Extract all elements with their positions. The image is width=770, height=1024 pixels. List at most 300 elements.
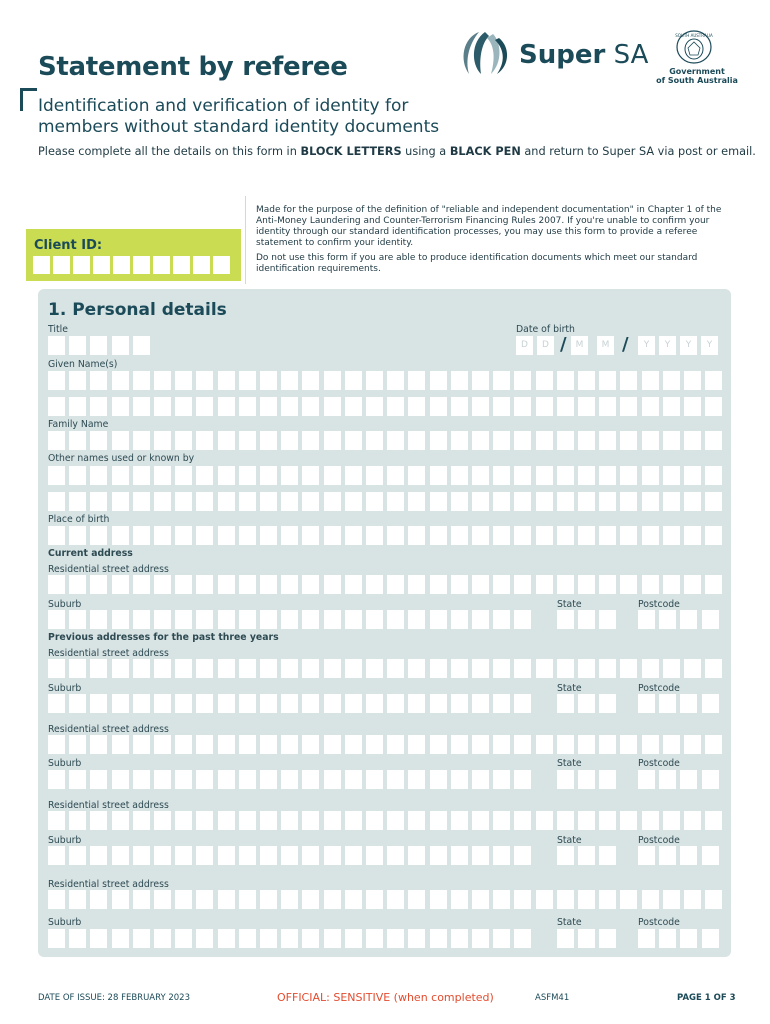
letter-cell[interactable] (48, 735, 65, 754)
letter-cell[interactable] (578, 492, 595, 511)
postcode-cell[interactable] (680, 610, 697, 629)
letter-cell[interactable] (175, 526, 192, 545)
letter-cell[interactable] (196, 397, 213, 416)
suburb-cell[interactable] (366, 770, 383, 789)
suburb-cell[interactable] (196, 770, 213, 789)
letter-cell[interactable] (196, 526, 213, 545)
suburb-cell[interactable] (90, 929, 107, 948)
state-cell[interactable] (599, 610, 616, 629)
letter-cell[interactable] (48, 466, 65, 485)
client-id-cell[interactable] (213, 256, 230, 274)
letter-cell[interactable] (642, 466, 659, 485)
letter-cell[interactable] (112, 811, 129, 830)
suburb-cell[interactable] (175, 694, 192, 713)
suburb-cell[interactable] (69, 929, 86, 948)
suburb-cell[interactable] (302, 610, 319, 629)
letter-cell[interactable] (154, 397, 171, 416)
suburb-cell[interactable] (133, 770, 150, 789)
postcode-cell[interactable] (680, 846, 697, 865)
letter-cell[interactable] (684, 575, 701, 594)
letter-cell[interactable] (493, 735, 510, 754)
letter-cell[interactable] (663, 371, 680, 390)
letter-cell[interactable] (239, 431, 256, 450)
suburb-cell[interactable] (430, 929, 447, 948)
letter-cell[interactable] (620, 371, 637, 390)
suburb-cell[interactable] (175, 610, 192, 629)
suburb-cell[interactable] (133, 846, 150, 865)
suburb-cell[interactable] (260, 770, 277, 789)
letter-cell[interactable] (281, 811, 298, 830)
date-of-birth-cell[interactable]: Y (701, 336, 718, 355)
suburb-cell[interactable] (514, 694, 531, 713)
letter-cell[interactable] (133, 659, 150, 678)
letter-cell[interactable] (302, 575, 319, 594)
letter-cell[interactable] (663, 735, 680, 754)
suburb-cell[interactable] (472, 610, 489, 629)
letter-cell[interactable] (366, 659, 383, 678)
letter-cell[interactable] (599, 735, 616, 754)
letter-cell[interactable] (514, 735, 531, 754)
letter-cell[interactable] (472, 431, 489, 450)
letter-cell[interactable] (260, 466, 277, 485)
state-cell[interactable] (599, 770, 616, 789)
state-cell[interactable] (557, 846, 574, 865)
suburb-cell[interactable] (133, 694, 150, 713)
letter-cell[interactable] (408, 735, 425, 754)
letter-cell[interactable] (324, 466, 341, 485)
letter-cell[interactable] (472, 492, 489, 511)
suburb-cell[interactable] (48, 694, 65, 713)
letter-cell[interactable] (154, 659, 171, 678)
postcode-cell[interactable] (702, 846, 719, 865)
letter-cell[interactable] (239, 659, 256, 678)
postcode-cell[interactable] (638, 610, 655, 629)
letter-cell[interactable] (578, 371, 595, 390)
suburb-cell[interactable] (281, 610, 298, 629)
letter-cell[interactable] (472, 735, 489, 754)
letter-cell[interactable] (366, 735, 383, 754)
letter-cell[interactable] (281, 492, 298, 511)
letter-cell[interactable] (599, 492, 616, 511)
letter-cell[interactable] (705, 466, 722, 485)
letter-cell[interactable] (493, 397, 510, 416)
letter-cell[interactable] (408, 371, 425, 390)
letter-cell[interactable] (69, 526, 86, 545)
letter-cell[interactable] (472, 890, 489, 909)
suburb-cell[interactable] (196, 610, 213, 629)
letter-cell[interactable] (69, 466, 86, 485)
letter-cell[interactable] (493, 431, 510, 450)
suburb-cell[interactable] (239, 610, 256, 629)
letter-cell[interactable] (154, 431, 171, 450)
letter-cell[interactable] (112, 735, 129, 754)
letter-cell[interactable] (620, 492, 637, 511)
letter-cell[interactable] (557, 890, 574, 909)
letter-cell[interactable] (324, 735, 341, 754)
suburb-cell[interactable] (514, 846, 531, 865)
letter-cell[interactable] (69, 371, 86, 390)
suburb-cell[interactable] (154, 770, 171, 789)
letter-cell[interactable] (705, 735, 722, 754)
letter-cell[interactable] (196, 466, 213, 485)
letter-cell[interactable] (578, 431, 595, 450)
letter-cell[interactable] (493, 371, 510, 390)
letter-cell[interactable] (387, 735, 404, 754)
letter-cell[interactable] (239, 890, 256, 909)
letter-cell[interactable] (239, 526, 256, 545)
letter-cell[interactable] (514, 811, 531, 830)
letter-cell[interactable] (514, 526, 531, 545)
suburb-cell[interactable] (408, 929, 425, 948)
suburb-cell[interactable] (302, 770, 319, 789)
letter-cell[interactable] (493, 659, 510, 678)
letter-cell[interactable] (684, 811, 701, 830)
letter-cell[interactable] (430, 659, 447, 678)
letter-cell[interactable] (620, 659, 637, 678)
client-id-cell[interactable] (33, 256, 50, 274)
letter-cell[interactable] (133, 397, 150, 416)
suburb-cell[interactable] (90, 846, 107, 865)
suburb-cell[interactable] (408, 770, 425, 789)
suburb-cell[interactable] (154, 929, 171, 948)
letter-cell[interactable] (387, 466, 404, 485)
suburb-cell[interactable] (112, 610, 129, 629)
letter-cell[interactable] (642, 397, 659, 416)
postcode-cell[interactable] (702, 929, 719, 948)
letter-cell[interactable] (642, 526, 659, 545)
suburb-cell[interactable] (281, 929, 298, 948)
letter-cell[interactable] (536, 371, 553, 390)
letter-cell[interactable] (451, 811, 468, 830)
letter-cell[interactable] (620, 397, 637, 416)
letter-cell[interactable] (536, 397, 553, 416)
letter-cell[interactable] (451, 431, 468, 450)
suburb-cell[interactable] (408, 846, 425, 865)
suburb-cell[interactable] (154, 610, 171, 629)
letter-cell[interactable] (663, 397, 680, 416)
letter-cell[interactable] (366, 811, 383, 830)
suburb-cell[interactable] (239, 929, 256, 948)
state-cell[interactable] (578, 846, 595, 865)
letter-cell[interactable] (154, 575, 171, 594)
suburb-cell[interactable] (451, 770, 468, 789)
letter-cell[interactable] (620, 811, 637, 830)
letter-cell[interactable] (472, 811, 489, 830)
letter-cell[interactable] (451, 397, 468, 416)
letter-cell[interactable] (408, 811, 425, 830)
letter-cell[interactable] (642, 575, 659, 594)
letter-cell[interactable] (69, 735, 86, 754)
suburb-cell[interactable] (366, 694, 383, 713)
letter-cell[interactable] (48, 526, 65, 545)
letter-cell[interactable] (430, 371, 447, 390)
letter-cell[interactable] (218, 397, 235, 416)
letter-cell[interactable] (408, 492, 425, 511)
state-cell[interactable] (599, 929, 616, 948)
letter-cell[interactable] (324, 526, 341, 545)
letter-cell[interactable] (514, 397, 531, 416)
letter-cell[interactable] (599, 397, 616, 416)
letter-cell[interactable] (705, 890, 722, 909)
letter-cell[interactable] (536, 735, 553, 754)
suburb-cell[interactable] (451, 846, 468, 865)
postcode-cell[interactable] (638, 846, 655, 865)
letter-cell[interactable] (260, 397, 277, 416)
letter-cell[interactable] (578, 466, 595, 485)
letter-cell[interactable] (196, 890, 213, 909)
suburb-cell[interactable] (472, 929, 489, 948)
letter-cell[interactable] (578, 397, 595, 416)
letter-cell[interactable] (642, 492, 659, 511)
letter-cell[interactable] (69, 397, 86, 416)
letter-cell[interactable] (493, 575, 510, 594)
letter-cell[interactable] (154, 811, 171, 830)
suburb-cell[interactable] (387, 846, 404, 865)
letter-cell[interactable] (599, 575, 616, 594)
letter-cell[interactable] (684, 397, 701, 416)
letter-cell[interactable] (557, 397, 574, 416)
letter-cell[interactable] (112, 575, 129, 594)
letter-cell[interactable] (324, 575, 341, 594)
letter-cell[interactable] (218, 492, 235, 511)
letter-cell[interactable] (472, 659, 489, 678)
letter-cell[interactable] (493, 890, 510, 909)
letter-cell[interactable] (514, 890, 531, 909)
client-id-cell[interactable] (73, 256, 90, 274)
suburb-cell[interactable] (408, 610, 425, 629)
client-id-cell[interactable] (133, 256, 150, 274)
letter-cell[interactable] (387, 659, 404, 678)
letter-cell[interactable] (281, 526, 298, 545)
letter-cell[interactable] (302, 659, 319, 678)
letter-cell[interactable] (90, 575, 107, 594)
letter-cell[interactable] (557, 371, 574, 390)
letter-cell[interactable] (324, 811, 341, 830)
letter-cell[interactable] (154, 466, 171, 485)
suburb-cell[interactable] (175, 929, 192, 948)
letter-cell[interactable] (472, 575, 489, 594)
letter-cell[interactable] (684, 526, 701, 545)
letter-cell[interactable] (387, 492, 404, 511)
client-id-cell[interactable] (113, 256, 130, 274)
letter-cell[interactable] (345, 431, 362, 450)
letter-cell[interactable] (578, 659, 595, 678)
letter-cell[interactable] (112, 397, 129, 416)
letter-cell[interactable] (408, 526, 425, 545)
state-cell[interactable] (599, 694, 616, 713)
letter-cell[interactable] (514, 371, 531, 390)
suburb-cell[interactable] (112, 929, 129, 948)
letter-cell[interactable] (557, 466, 574, 485)
letter-cell[interactable] (302, 397, 319, 416)
postcode-cell[interactable] (680, 694, 697, 713)
state-cell[interactable] (578, 610, 595, 629)
letter-cell[interactable] (133, 492, 150, 511)
letter-cell[interactable] (154, 371, 171, 390)
letter-cell[interactable] (196, 492, 213, 511)
suburb-cell[interactable] (281, 770, 298, 789)
suburb-cell[interactable] (281, 846, 298, 865)
letter-cell[interactable] (408, 466, 425, 485)
suburb-cell[interactable] (430, 610, 447, 629)
letter-cell[interactable] (663, 890, 680, 909)
suburb-cell[interactable] (387, 694, 404, 713)
letter-cell[interactable] (133, 575, 150, 594)
suburb-cell[interactable] (196, 846, 213, 865)
letter-cell[interactable] (430, 466, 447, 485)
letter-cell[interactable] (472, 466, 489, 485)
letter-cell[interactable] (642, 431, 659, 450)
letter-cell[interactable] (599, 811, 616, 830)
postcode-cell[interactable] (638, 929, 655, 948)
letter-cell[interactable] (69, 575, 86, 594)
letter-cell[interactable] (324, 431, 341, 450)
letter-cell[interactable] (239, 575, 256, 594)
suburb-cell[interactable] (48, 846, 65, 865)
postcode-cell[interactable] (659, 694, 676, 713)
letter-cell[interactable] (472, 526, 489, 545)
suburb-cell[interactable] (239, 770, 256, 789)
letter-cell[interactable] (684, 492, 701, 511)
state-cell[interactable] (557, 610, 574, 629)
suburb-cell[interactable] (196, 929, 213, 948)
letter-cell[interactable] (260, 575, 277, 594)
suburb-cell[interactable] (324, 929, 341, 948)
letter-cell[interactable] (302, 811, 319, 830)
letter-cell[interactable] (239, 811, 256, 830)
postcode-cell[interactable] (680, 929, 697, 948)
letter-cell[interactable] (69, 431, 86, 450)
letter-cell[interactable] (324, 659, 341, 678)
letter-cell[interactable] (430, 575, 447, 594)
letter-cell[interactable] (684, 431, 701, 450)
suburb-cell[interactable] (218, 694, 235, 713)
suburb-cell[interactable] (69, 846, 86, 865)
letter-cell[interactable] (663, 526, 680, 545)
suburb-cell[interactable] (133, 610, 150, 629)
letter-cell[interactable] (493, 492, 510, 511)
suburb-cell[interactable] (154, 846, 171, 865)
letter-cell[interactable] (663, 431, 680, 450)
letter-cell[interactable] (133, 526, 150, 545)
letter-cell[interactable] (133, 811, 150, 830)
letter-cell[interactable] (663, 659, 680, 678)
date-of-birth-cell[interactable]: Y (659, 336, 676, 355)
letter-cell[interactable] (196, 659, 213, 678)
letter-cell[interactable] (451, 526, 468, 545)
letter-cell[interactable] (620, 575, 637, 594)
postcode-cell[interactable] (638, 694, 655, 713)
letter-cell[interactable] (366, 397, 383, 416)
letter-cell[interactable] (536, 466, 553, 485)
letter-cell[interactable] (302, 431, 319, 450)
letter-cell[interactable] (366, 466, 383, 485)
suburb-cell[interactable] (472, 770, 489, 789)
letter-cell[interactable] (705, 371, 722, 390)
suburb-cell[interactable] (387, 610, 404, 629)
suburb-cell[interactable] (90, 610, 107, 629)
suburb-cell[interactable] (430, 846, 447, 865)
letter-cell[interactable] (366, 890, 383, 909)
letter-cell[interactable] (578, 575, 595, 594)
letter-cell[interactable] (366, 492, 383, 511)
postcode-cell[interactable] (659, 846, 676, 865)
letter-cell[interactable] (281, 431, 298, 450)
letter-cell[interactable] (684, 466, 701, 485)
letter-cell[interactable] (302, 526, 319, 545)
letter-cell[interactable] (493, 466, 510, 485)
suburb-cell[interactable] (112, 846, 129, 865)
letter-cell[interactable] (175, 811, 192, 830)
letter-cell[interactable] (324, 397, 341, 416)
letter-cell[interactable] (663, 575, 680, 594)
letter-cell[interactable] (324, 492, 341, 511)
letter-cell[interactable] (133, 431, 150, 450)
postcode-cell[interactable] (638, 770, 655, 789)
letter-cell[interactable] (514, 431, 531, 450)
letter-cell[interactable] (345, 492, 362, 511)
letter-cell[interactable] (196, 575, 213, 594)
title-cell[interactable] (69, 336, 86, 355)
letter-cell[interactable] (133, 466, 150, 485)
letter-cell[interactable] (578, 735, 595, 754)
suburb-cell[interactable] (218, 846, 235, 865)
suburb-cell[interactable] (302, 694, 319, 713)
letter-cell[interactable] (90, 466, 107, 485)
state-cell[interactable] (557, 694, 574, 713)
state-cell[interactable] (557, 770, 574, 789)
letter-cell[interactable] (260, 811, 277, 830)
suburb-cell[interactable] (345, 694, 362, 713)
letter-cell[interactable] (112, 659, 129, 678)
letter-cell[interactable] (536, 659, 553, 678)
suburb-cell[interactable] (451, 610, 468, 629)
letter-cell[interactable] (663, 492, 680, 511)
letter-cell[interactable] (387, 890, 404, 909)
suburb-cell[interactable] (154, 694, 171, 713)
letter-cell[interactable] (302, 735, 319, 754)
date-of-birth-cell[interactable]: D (537, 336, 554, 355)
date-of-birth-cell[interactable]: M (571, 336, 588, 355)
letter-cell[interactable] (218, 735, 235, 754)
letter-cell[interactable] (48, 811, 65, 830)
letter-cell[interactable] (239, 466, 256, 485)
letter-cell[interactable] (472, 371, 489, 390)
suburb-cell[interactable] (366, 846, 383, 865)
letter-cell[interactable] (281, 575, 298, 594)
letter-cell[interactable] (642, 811, 659, 830)
letter-cell[interactable] (90, 811, 107, 830)
letter-cell[interactable] (260, 735, 277, 754)
letter-cell[interactable] (69, 659, 86, 678)
letter-cell[interactable] (557, 575, 574, 594)
suburb-cell[interactable] (260, 846, 277, 865)
letter-cell[interactable] (302, 371, 319, 390)
client-id-cell[interactable] (193, 256, 210, 274)
client-id-cell[interactable] (93, 256, 110, 274)
suburb-cell[interactable] (345, 770, 362, 789)
letter-cell[interactable] (663, 466, 680, 485)
letter-cell[interactable] (493, 526, 510, 545)
letter-cell[interactable] (196, 735, 213, 754)
letter-cell[interactable] (451, 575, 468, 594)
suburb-cell[interactable] (493, 846, 510, 865)
letter-cell[interactable] (175, 431, 192, 450)
letter-cell[interactable] (154, 735, 171, 754)
state-cell[interactable] (599, 846, 616, 865)
letter-cell[interactable] (112, 431, 129, 450)
letter-cell[interactable] (345, 735, 362, 754)
